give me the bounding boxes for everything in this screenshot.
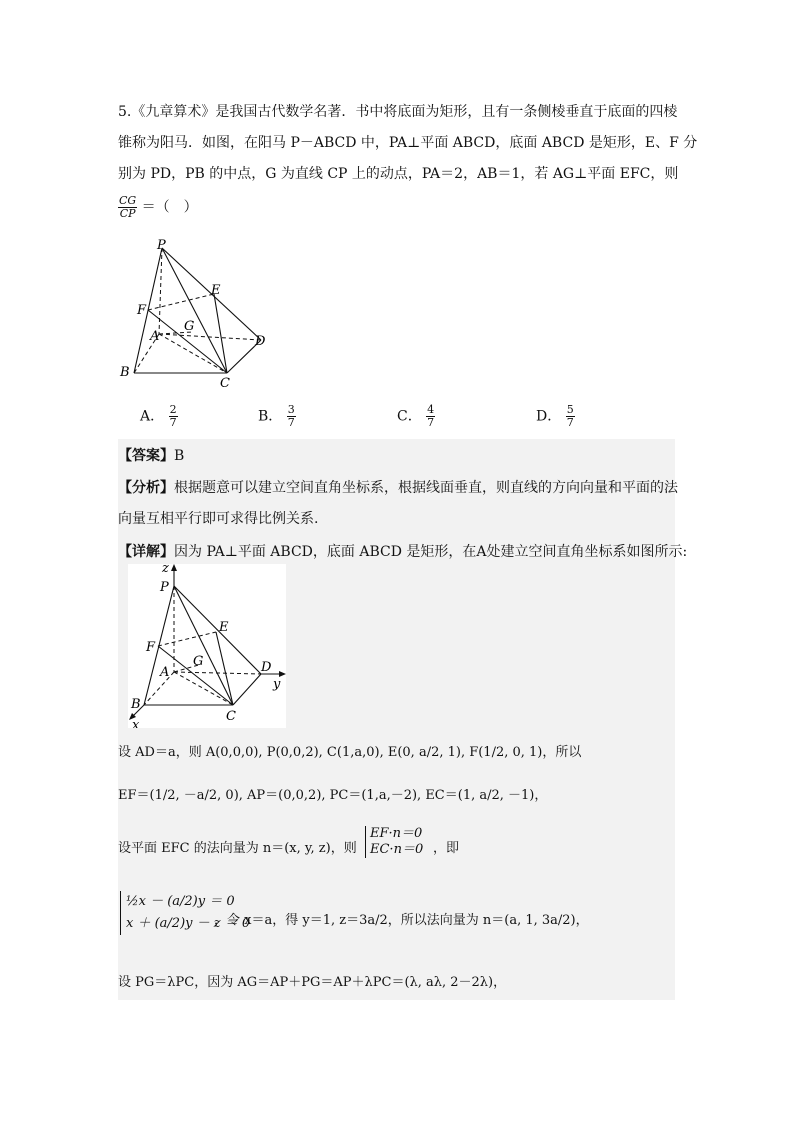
fig1-label-A: A [150, 329, 160, 344]
question-line-1: 5.《九章算术》是我国古代数学名著．书中将底面为矩形，且有一条侧棱垂直于底面的四棱 [118, 104, 678, 120]
ratio-denominator: CP [119, 207, 136, 220]
normal-vector-text: 设平面 EFC 的法向量为 n＝(x, y, z)，则 [118, 841, 357, 856]
option-d-den: 7 [566, 416, 574, 429]
analysis-tag: 【分析】 [118, 480, 174, 496]
option-a-num: 2 [169, 403, 177, 416]
work-line-2: EF＝(1/2, －a/2, 0), AP＝(0,0,2), PC＝(1,a,－2), EC＝(1, a/2, －1)， [118, 788, 548, 803]
fig1-label-C: C [220, 376, 230, 391]
option-c[interactable] [397, 404, 435, 429]
work-line-1: 设 AD＝a，则 A(0,0,0), P(0,0,2), C(1,a,0), E(0, a/2, 1), F(1/2, 0, 1)，所以 [118, 745, 582, 760]
work-line-3-tail: ，即 [433, 841, 460, 856]
fig2-label-x: x [132, 718, 140, 728]
question-ratio [118, 195, 198, 220]
fig2-label-E: E [219, 620, 229, 635]
fig2-label-D: D [261, 660, 272, 675]
question-line-3: 别为 PD，PB 的中点，G 为直线 CP 上的动点，PA＝2，AB＝1，若 AG⊥平面 EFC，则 [118, 166, 679, 182]
ratio-tail: ＝（ ） [141, 199, 198, 216]
option-b-den: 7 [287, 416, 295, 429]
answer-tag: 【答案】 [118, 448, 174, 464]
fig2-label-G: G [193, 654, 204, 669]
detail-tag: 【详解】 [118, 544, 174, 560]
option-b[interactable] [258, 404, 296, 429]
ratio-numerator: CG [119, 194, 137, 207]
system-2-eq-1: ½x － (a/2)y ＝ 0 [126, 894, 235, 909]
fig1-label-E: E [211, 283, 221, 298]
fig1-label-G: G [184, 319, 195, 334]
system-2-eq-2: x ＋ (a/2)y － z ＝ 0 [126, 916, 251, 931]
fig2-label-A: A [160, 665, 170, 680]
work-line-5: 设 PG＝λPC，因为 AG＝AP＋PG＝AP＋λPC＝(λ, aλ, 2－2λ)， [118, 975, 507, 990]
system-1-eq-2: EC·n＝0 [370, 842, 424, 857]
fig1-label-B: B [120, 365, 130, 380]
system-1-eq-1: EF·n＝0 [370, 826, 423, 841]
option-b-letter: B． [258, 408, 283, 425]
fig1-label-D: D [255, 334, 266, 349]
option-c-num: 4 [427, 403, 435, 416]
work-line-3 [118, 837, 357, 856]
detail-text-1: 因为 PA⊥平面 ABCD，底面 ABCD 是矩形，在A处建立空间直角坐标系如图所示: [174, 544, 688, 560]
detail-line-1 [118, 541, 687, 561]
analysis-line-2: 向量互相平行即可求得比例关系. [118, 511, 319, 527]
option-d-letter: D． [536, 408, 562, 425]
analysis-text-1: 根据题意可以建立空间直角坐标系，根据线面垂直，则直线的方向向量和平面的法 [174, 480, 678, 496]
option-b-num: 3 [287, 403, 295, 416]
question-line-2: 锥称为阳马．如图，在阳马 P－ABCD 中，PA⊥平面 ABCD，底面 ABCD 是矩形，E、F 分 [118, 135, 698, 151]
option-c-letter: C． [397, 408, 422, 425]
ratio-fraction [118, 195, 137, 220]
fig2-label-C: C [226, 709, 236, 724]
answer-value: B [174, 448, 185, 464]
system-1 [365, 826, 423, 858]
work-line-4: ，令 x＝a，得 y＝1, z＝3a/2，所以法向量为 n＝(a, 1, 3a/2)， [214, 913, 589, 928]
option-a-den: 7 [169, 416, 177, 429]
pyramid-figure [115, 236, 275, 391]
option-d[interactable] [536, 404, 575, 429]
analysis-line-1 [118, 477, 678, 497]
answer-line [118, 445, 184, 465]
coordinate-figure [128, 564, 286, 728]
fig1-label-F: F [137, 303, 147, 318]
option-c-den: 7 [427, 416, 435, 429]
fig1-label-P: P [157, 238, 166, 253]
option-d-num: 5 [566, 403, 574, 416]
fig2-label-y: y [273, 677, 281, 692]
fig2-label-B: B [131, 697, 141, 712]
fig2-label-F: F [146, 640, 156, 655]
fig2-label-z: z [162, 564, 169, 576]
option-a-letter: A． [140, 408, 165, 425]
option-a[interactable] [140, 404, 178, 429]
fig2-label-P: P [160, 580, 169, 595]
